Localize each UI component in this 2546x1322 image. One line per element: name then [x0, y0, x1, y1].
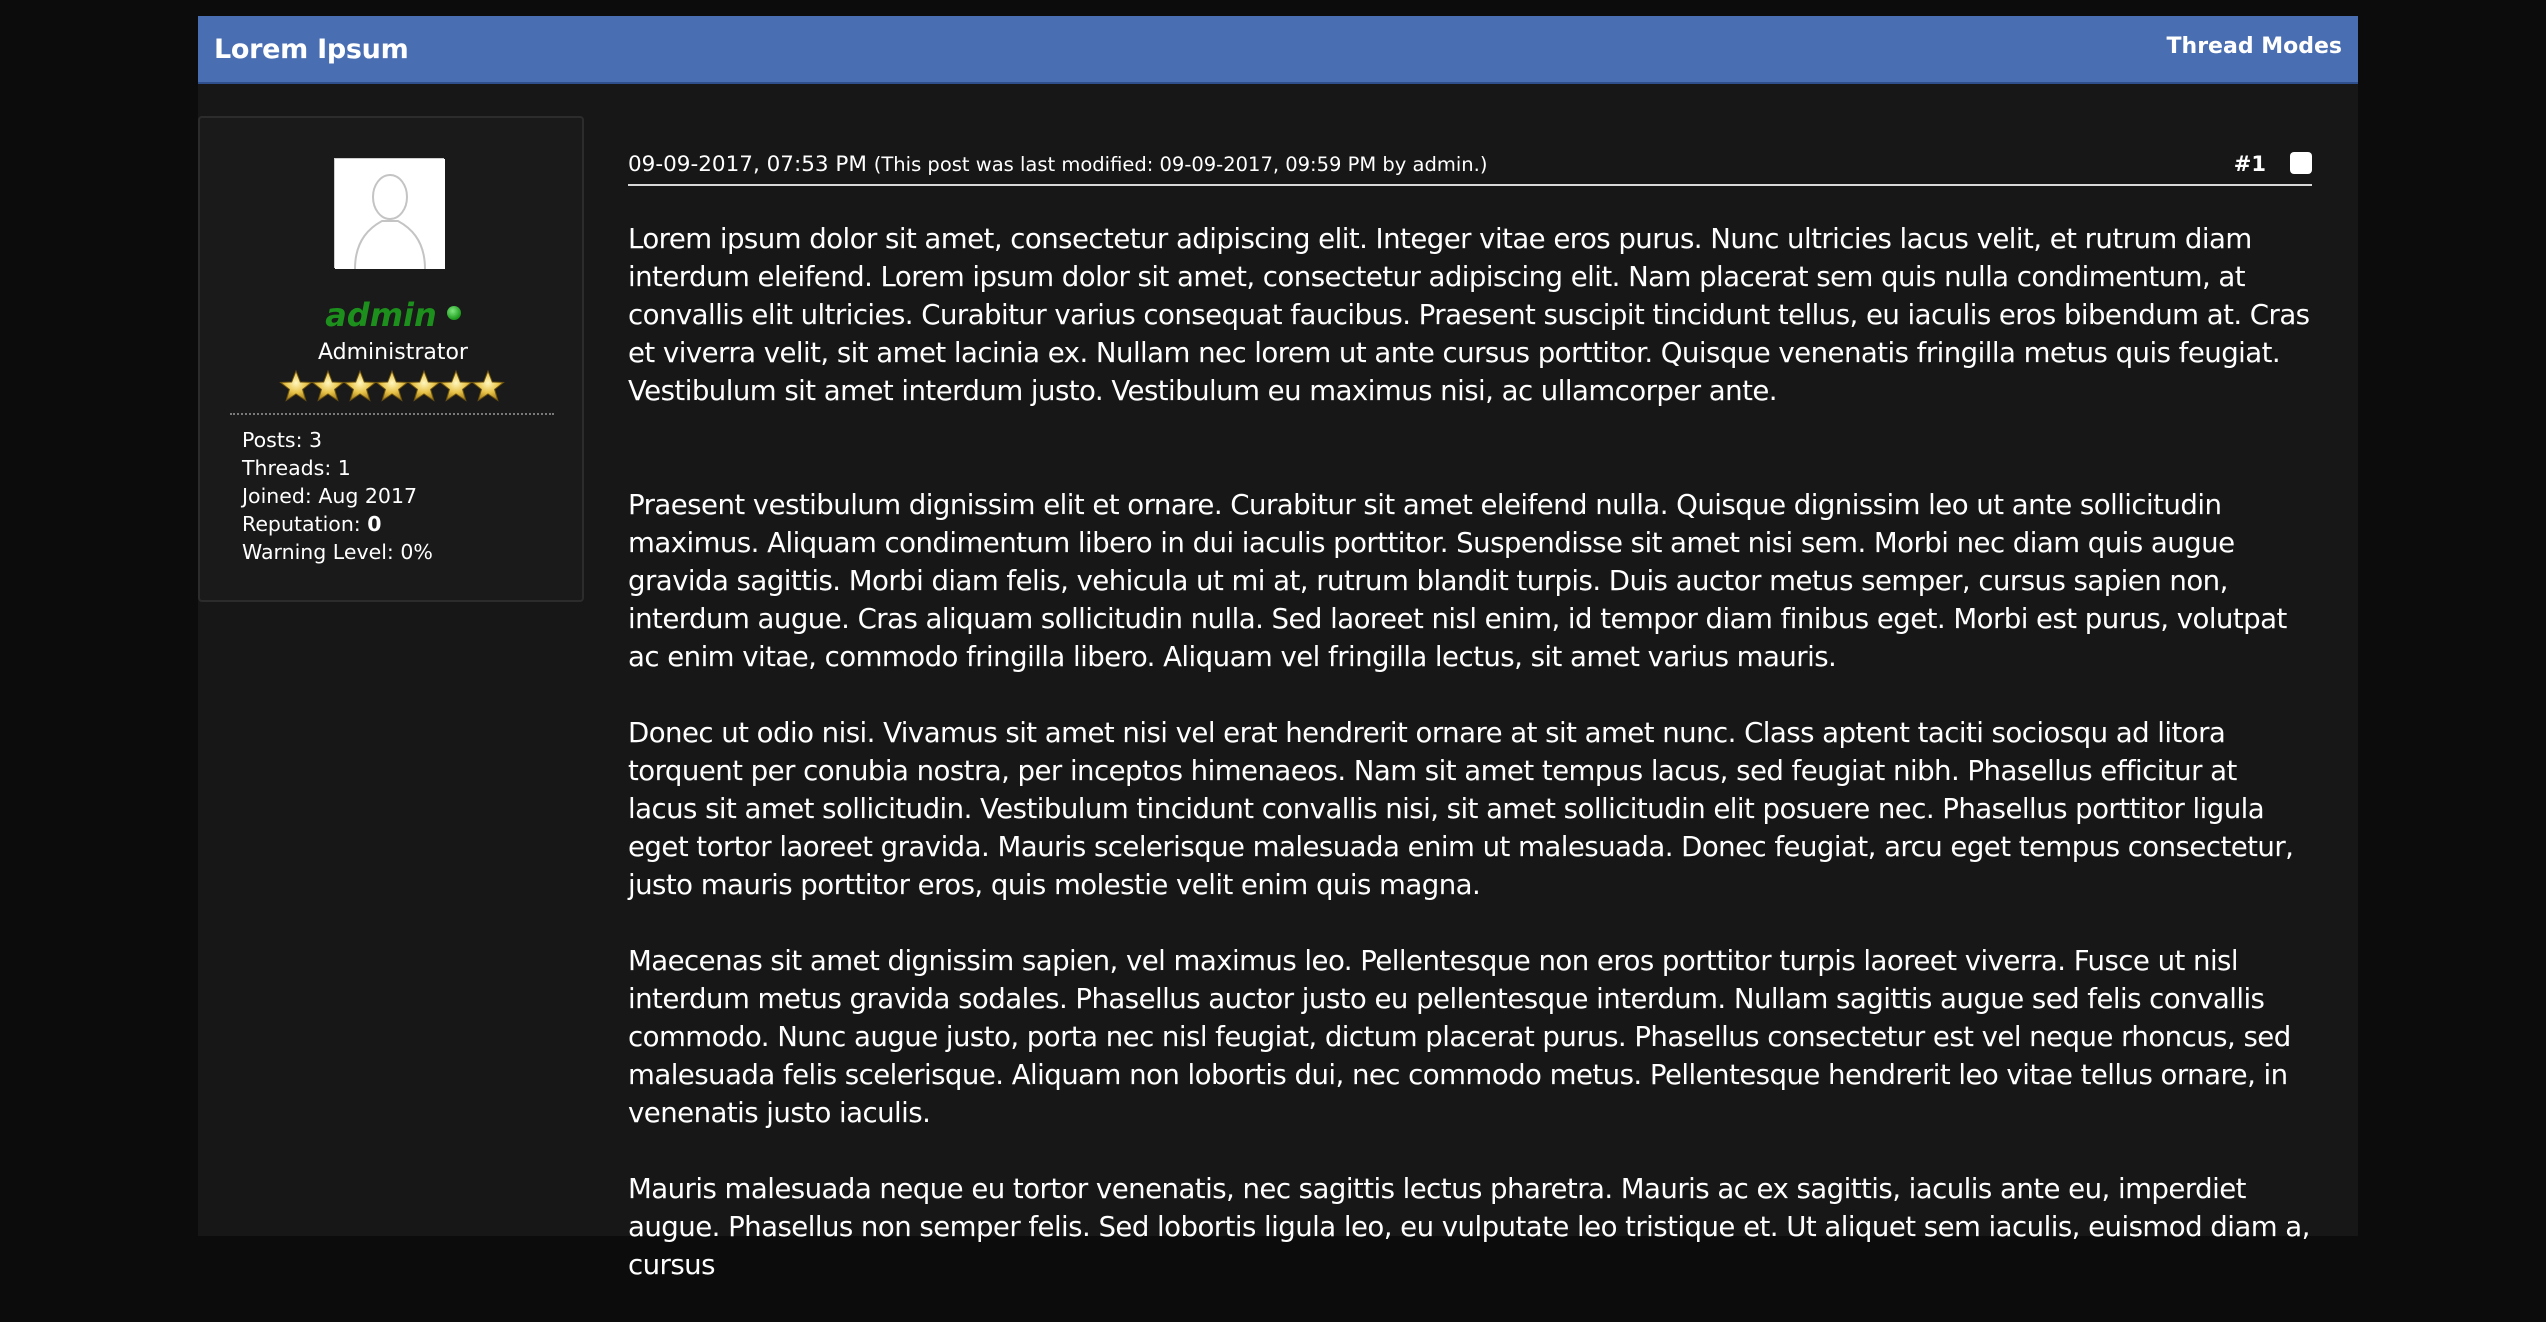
post-paragraph: Praesent vestibulum dignissim elit et ornare. Curabitur sit amet eleifend nulla. Quisque dignissim leo ut ante sollicitudin maximus. Aliquam condimentum libero in dui iaculis porttitor. Suspendisse sit amet nisi sem. Morbi nec diam quis augue gravida sagittis. Morbi diam felis, vehicula ut mi at, rutrum blandit turpis. Duis auctor metus semper, cursus sapien non, interdum augue. Cras aliquam sollicitudin nulla. Sed laoreet nisl enim, id tempor diam finibus eget. Morbi est purus, volutpat ac enim vitae, commodo fringilla libero. Aliquam vel fringilla lectus, sit amet varius mauris.: [628, 488, 2287, 673]
star-icon: [376, 370, 408, 404]
post-head: [628, 134, 2312, 186]
stat-reputation: [242, 510, 433, 538]
post-author-panel: [198, 116, 584, 602]
post-select-checkbox[interactable]: [2290, 152, 2312, 174]
star-icon: [312, 370, 344, 404]
post-date: [628, 152, 1487, 177]
star-icon: [408, 370, 440, 404]
reputation-label: Reputation:: [242, 512, 361, 536]
star-icon: [280, 370, 312, 404]
post-edited-note: (This post was last modified: 09-09-2017, 09:59 PM by admin.): [873, 153, 1488, 176]
post-paragraph: Maecenas sit amet dignissim sapien, vel maximus leo. Pellentesque non eros porttitor turpis laoreet viverra. Fusce ut nisl interdum metus gravida sodales. Phasellus auctor justo eu pellentesque interdum. Nullam sagittis augue sed felis convallis commodo. Nunc augue justo, porta nec nisl feugiat, dictum placerat purus. Phasellus consectetur est vel neque rhoncus, sed malesuada felis scelerisque. Aliquam non lobortis dui, nec commodo metus. Pellentesque hendrerit leo vitae tellus ornare, in venenatis justo iaculis.: [628, 944, 2291, 1129]
default-avatar-icon: [335, 159, 445, 269]
stat-threads: Threads: 1: [242, 456, 351, 480]
post-number-link[interactable]: #1: [2233, 152, 2266, 176]
reputation-value[interactable]: 0: [367, 512, 382, 536]
avatar[interactable]: [334, 158, 444, 268]
author-divider: [230, 413, 554, 415]
online-status-icon: [447, 306, 461, 320]
star-icon: [440, 370, 472, 404]
thread-modes-link[interactable]: Thread Modes: [2166, 34, 2342, 59]
post-paragraph: Mauris malesuada neque eu tortor venenatis, nec sagittis lectus pharetra. Mauris ac ex sagittis, iaculis ante eu, imperdiet augue. Phasellus non semper felis. Sed lobortis ligula leo, eu vulputate leo tristique et. Ut aliquet sem iaculis, euismod diam a, cursus: [628, 1172, 2310, 1281]
author-stats: [242, 426, 433, 566]
user-stars: [280, 370, 504, 406]
post-body: [628, 220, 2312, 1322]
stat-joined: Joined: Aug 2017: [242, 484, 418, 508]
post-paragraph: Lorem ipsum dolor sit amet, consectetur adipiscing elit. Integer vitae eros purus. Nunc ultricies lacus velit, et rutrum diam interdum eleifend. Lorem ipsum dolor sit amet, consectetur adipiscing elit. Nam placerat sem quis nulla condimentum, at convallis elit ultricies. Curabitur varius consequat faucibus. Praesent suscipit tincidunt tellus, eu iaculis eros bibendum at. Cras et viverra velit, sit amet lacinia ex. Nullam nec lorem ut ante cursus porttitor. Quisque venenatis fringilla metus quis feugiat. Vestibulum sit amet interdum justo. Vestibulum eu maximus nisi, ac ullamcorper ante.: [628, 222, 2310, 407]
thread-title: Lorem Ipsum: [214, 34, 409, 65]
thread-container: [198, 16, 2358, 1281]
username-link[interactable]: admin: [325, 296, 437, 334]
user-title: Administrator: [318, 340, 468, 365]
star-icon: [344, 370, 376, 404]
thread-header: [198, 16, 2358, 84]
stat-posts: Posts: 3: [242, 428, 323, 452]
stat-warning: Warning Level: 0%: [242, 540, 433, 564]
post-timestamp: 09-09-2017, 07:53 PM: [628, 152, 867, 177]
star-icon: [472, 370, 504, 404]
post-paragraph: Donec ut odio nisi. Vivamus sit amet nisi vel erat hendrerit ornare at sit amet nunc. Class aptent taciti sociosqu ad litora torquent per conubia nostra, per inceptos himenaeos. Nam sit amet tempus lacus, sed feugiat nibh. Phasellus efficitur at lacus sit amet sollicitudin. Vestibulum tincidunt convallis nisi, sit amet sollicitudin elit posuere nec. Phasellus porttitor ligula eget tortor laoreet gravida. Mauris scelerisque malesuada enim ut malesuada. Donec feugiat, arcu eget tempus consectetur, justo mauris porttitor eros, quis molestie velit enim quis magna.: [628, 716, 2294, 901]
username-row: [200, 296, 586, 334]
